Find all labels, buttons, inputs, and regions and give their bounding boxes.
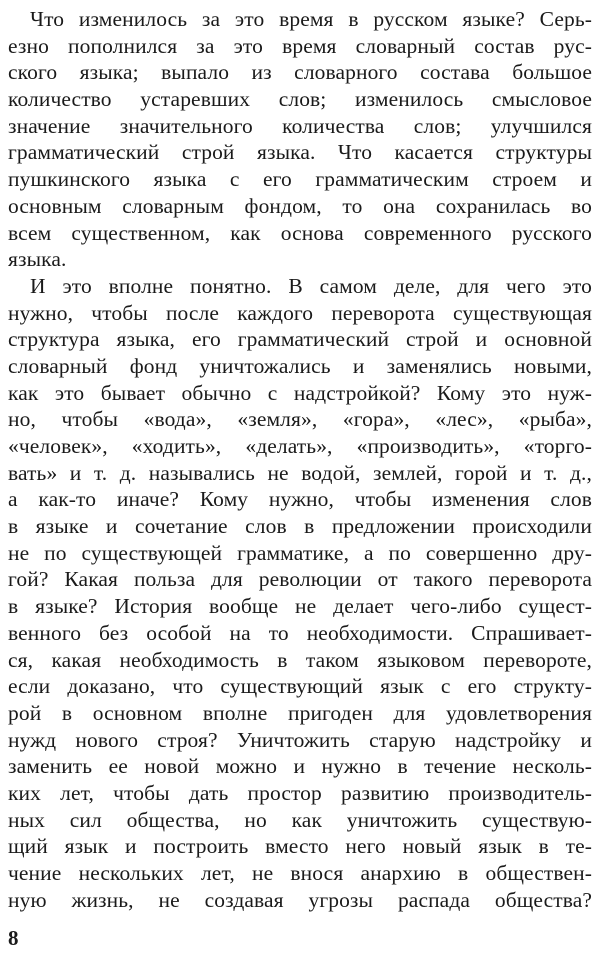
text-line: если доказано, что существующий язык с его структу-	[8, 674, 592, 699]
text-line: ную жизнь, не создавая угрозы распада общества?	[8, 887, 592, 912]
text-line: гой? Какая польза для революции от такого переворота	[8, 567, 592, 592]
text-line: значение значительного количества слов; улучшился	[8, 113, 592, 138]
text-line: в языке и сочетание слов в предложении происходили	[8, 514, 592, 539]
paragraph-1	[8, 6, 592, 273]
text-line: езно пополнился за это время словарный состав рус-	[8, 33, 592, 58]
page-number: 8	[8, 926, 19, 950]
paragraph-2	[8, 273, 592, 914]
text-line: грамматический строй языка. Что касается структуры	[8, 140, 592, 165]
text-line: всем существенном, как основа современного русского	[8, 220, 592, 245]
text-line: «человек», «ходить», «делать», «производить», «торго-	[8, 434, 592, 458]
text-line: вать» и т. д. назывались не водой, землей, горой и т. д.,	[8, 460, 592, 485]
text-line: словарный фонд уничтожались и заменялись новыми,	[8, 353, 592, 378]
text-line: ких лет, чтобы дать простор развитию производитель-	[8, 780, 592, 805]
text-line: нужд нового строя? Уничтожить старую надстройку и	[8, 727, 592, 752]
text-line: а как-то иначе? Кому нужно, чтобы изменения слов	[8, 487, 592, 512]
text-line: пушкинского языка с его грамматическим строем и	[8, 167, 592, 192]
text-line: но, чтобы «вода», «земля», «гора», «лес», «рыба»,	[8, 407, 592, 432]
text-line: как это бывает обычно с надстройкой? Кому это нуж-	[8, 380, 592, 405]
text-line: рой в основном вполне пригоден для удовлетворения	[8, 700, 592, 725]
text-line: И это вполне понятно. В самом деле, для чего это	[30, 273, 592, 298]
text-line: ся, какая необходимость в таком языковом перевороте,	[8, 647, 592, 672]
text-line: основным словарным фондом, то она сохранилась во	[8, 193, 592, 218]
text-line: чение нескольких лет, не внося анархию в обществен-	[8, 861, 592, 885]
text-line: ского языка; выпало из словарного состава большое	[8, 60, 592, 85]
text-line: Что изменилось за это время в русском языке? Серь-	[30, 7, 592, 31]
text-line: количество устаревших слов; изменилось смысловое	[8, 87, 592, 112]
text-line: щий язык и построить вместо него новый язык в те-	[8, 834, 592, 859]
text-line: заменить ее новой можно и нужно в течение несколь-	[8, 754, 592, 779]
text-line: в языке? История вообще не делает чего-либо сущест-	[8, 594, 592, 619]
page-text	[8, 6, 592, 913]
text-line: венного без особой на то необходимости. Спрашивает-	[8, 620, 592, 645]
text-line: языка.	[8, 247, 67, 272]
text-line: нужно, чтобы после каждого переворота существующая	[8, 300, 592, 325]
text-line: не по существующей грамматике, а по совершенно дру-	[8, 540, 592, 565]
text-line: структура языка, его грамматический строй и основной	[8, 327, 592, 352]
text-line: ных сил общества, но как уничтожить существую-	[8, 807, 592, 832]
